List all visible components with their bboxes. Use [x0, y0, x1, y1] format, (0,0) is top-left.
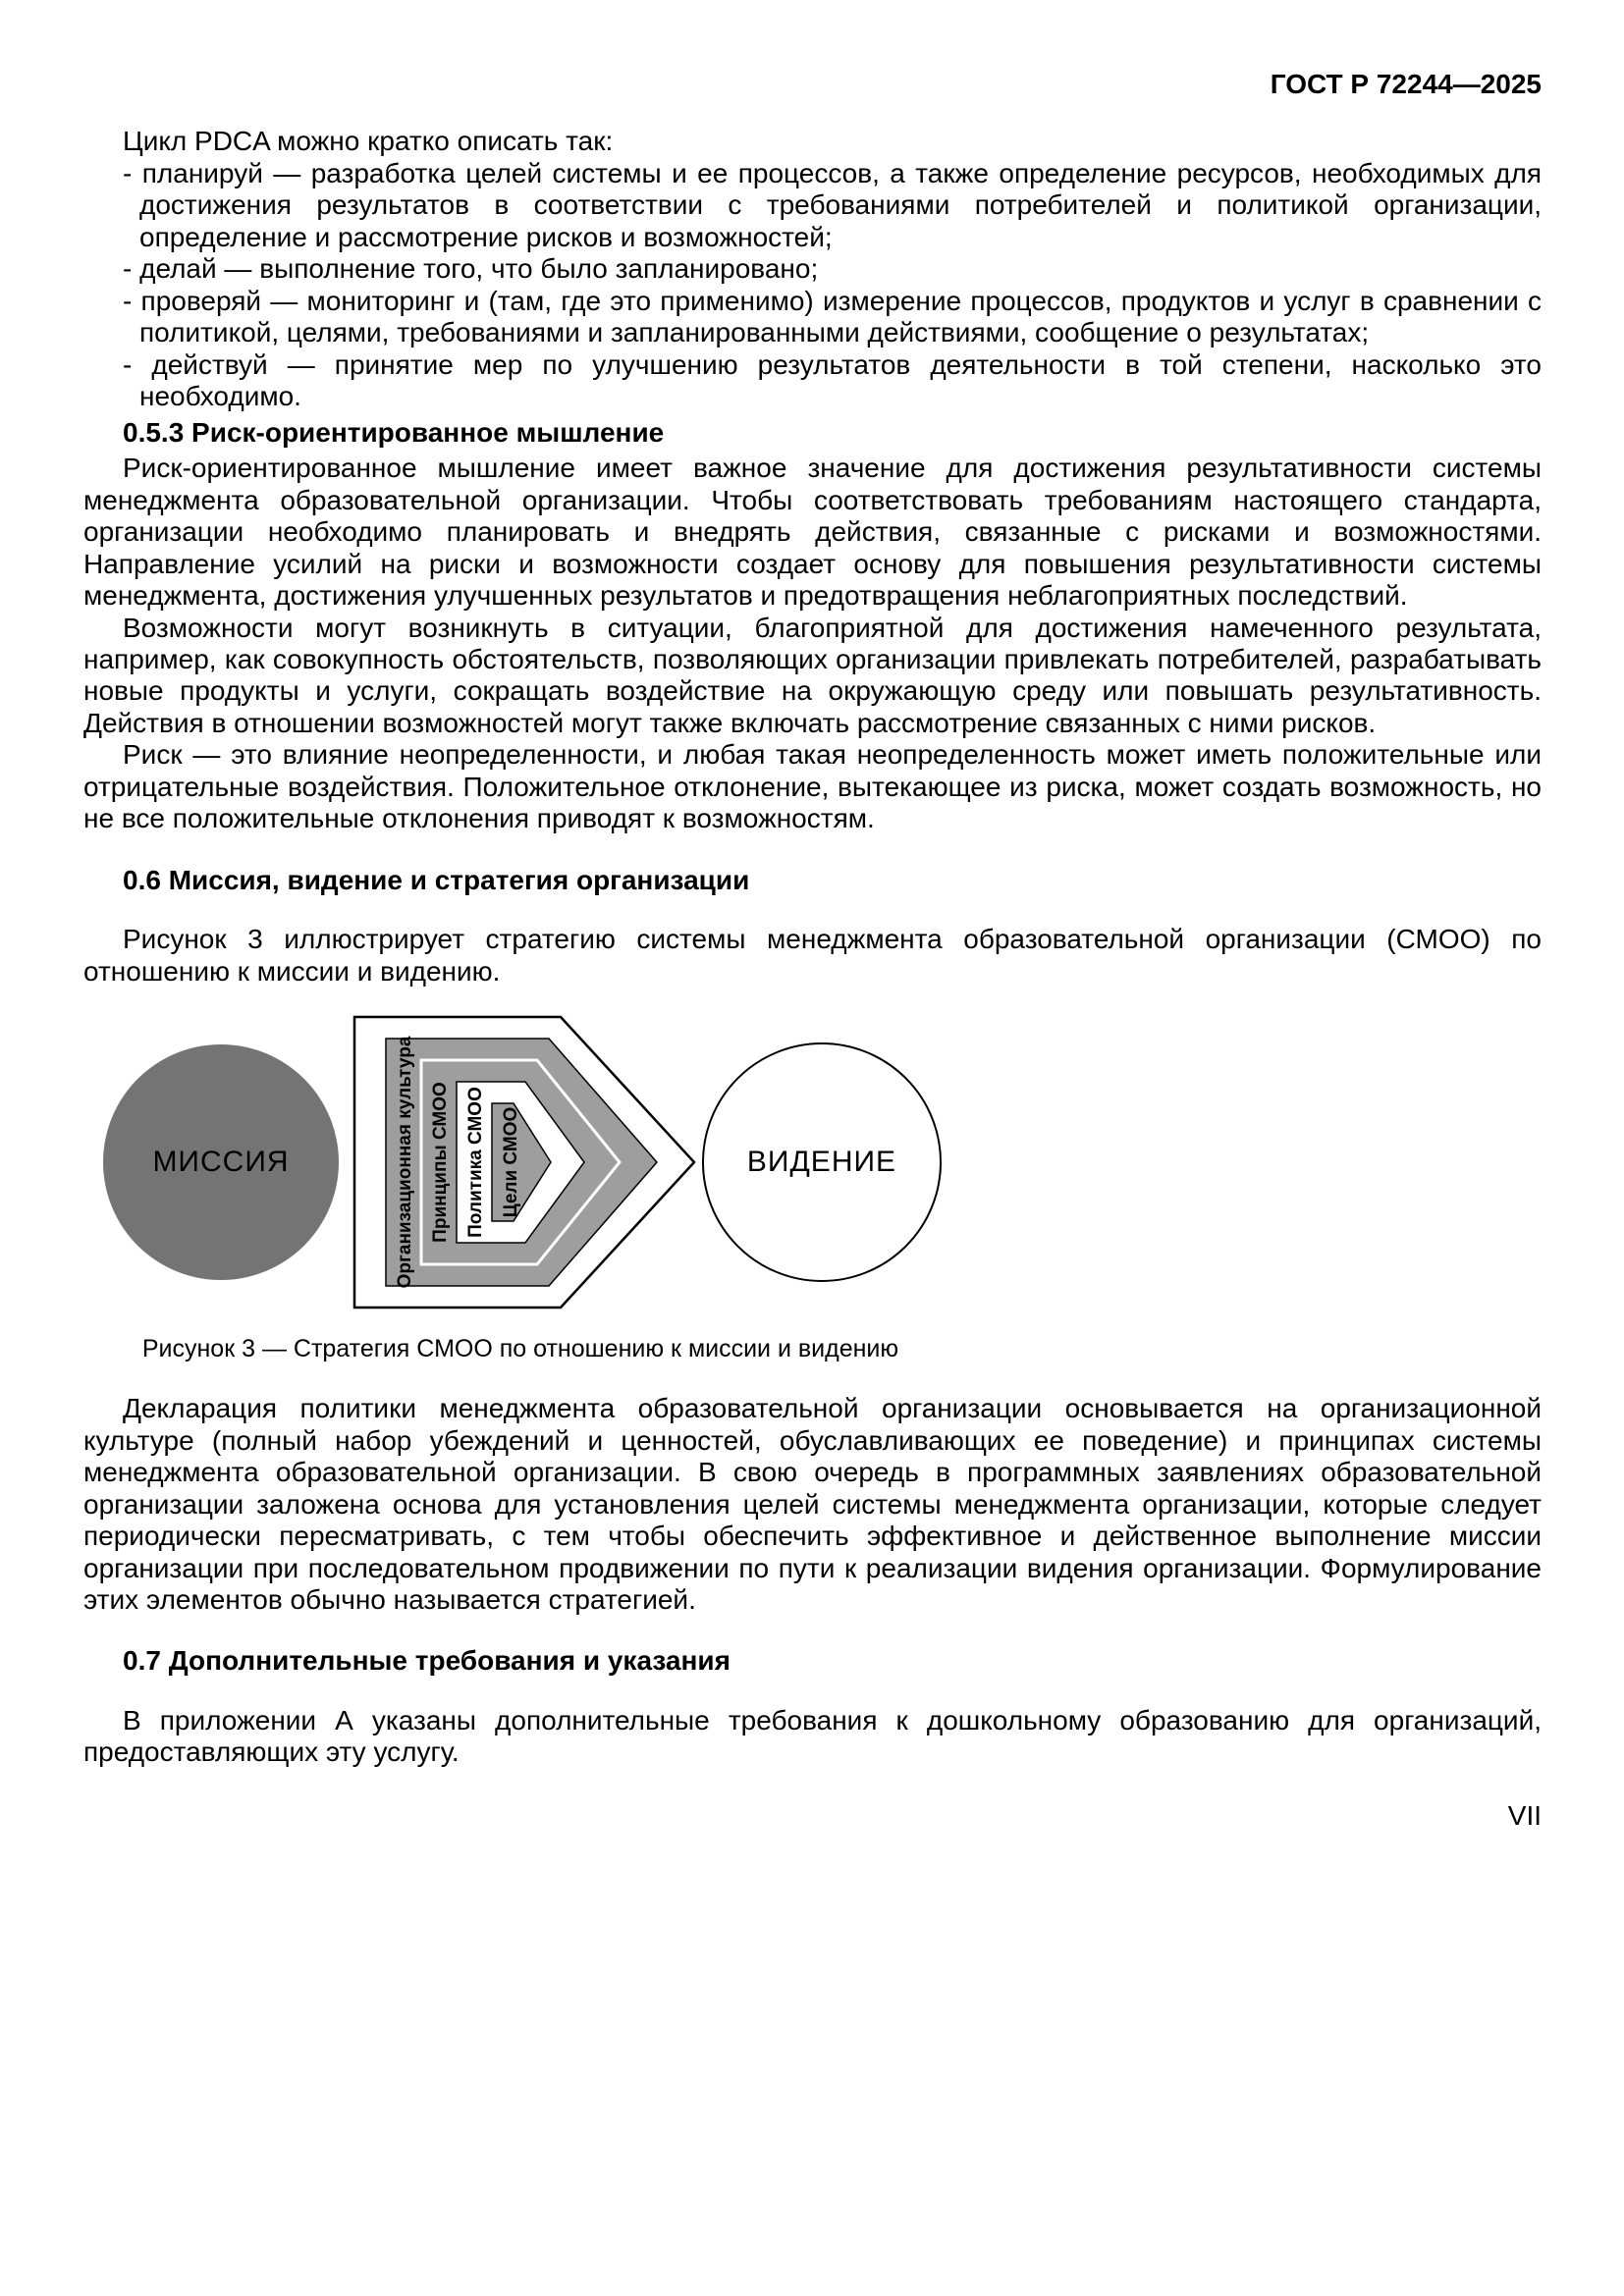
band-policy-label: Политика СМОО: [465, 1087, 486, 1239]
mission-label: МИССИЯ: [152, 1145, 290, 1178]
page-number: VII: [1507, 1799, 1542, 1831]
figure-smoo-strategy: [103, 1015, 1542, 1309]
band-culture-label: Организационная культура: [395, 1036, 415, 1289]
list-item-check: - проверяй — мониторинг и (там, где это применимо) измерение процессов, продуктов и услуг в сравнении с политикой, целями, требованиями и запланированными действиями, сообщение о результатах;: [123, 285, 1542, 348]
paragraph-annex-a: В приложении А указаны дополнительные требования к дошкольному образованию для организаций, предоставляющих эту услугу.: [83, 1704, 1542, 1768]
paragraph-policy-declaration: Декларация политики менеджмента образовательной организации основывается на организационной культуре (полный набор убеждений и ценностей, обуславливающих ее поведение) и принципах системы менеджмента образовательной организации. В свою очередь в программных заявлениях образовательной организации заложена основа для установления целей системы менеджмента организации, которые следует периодически пересматривать, с тем чтобы обеспечить эффективное и действенное выполнение миссии организации при последовательном продвижении по пути к реализации видения организации. Формулирование этих элементов обычно называется стратегией.: [83, 1393, 1542, 1615]
mission-circle: [103, 1044, 339, 1280]
list-item-act: - действуй — принятие мер по улучшению результатов деятельности в той степени, насколько это необходимо.: [123, 348, 1542, 412]
vision-label: ВИДЕНИЕ: [746, 1145, 897, 1178]
vision-circle: [702, 1042, 942, 1282]
paragraph-risk-3: Риск — это влияние неопределенности, и любая такая неопределенность может иметь положительные или отрицательные воздействия. Положительное отклонение, вытекающее из риска, может создать возможность, но не все положительные отклонения приводят к возможностям.: [83, 739, 1542, 834]
heading-0-6: 0.6 Миссия, видение и стратегия организации: [123, 864, 750, 895]
figure-caption: Рисунок 3 — Стратегия СМОО по отношению к миссии и видению: [141, 1335, 899, 1363]
paragraph-risk-1: Риск-ориентированное мышление имеет важное значение для достижения результативности системы менеджмента образовательной организации. Чтобы соответствовать требованиям настоящего стандарта, организации необходимо планировать и внедрять действия, связанные с рисками и возможностями. Направление усилий на риски и возможности создает основу для повышения результативности системы менеджмента, достижения улучшенных результатов и предотвращения неблагоприятных последствий.: [83, 453, 1542, 612]
list-item-plan: - планируй — разработка целей системы и ее процессов, а также определение ресурсов, необходимых для достижения результатов в соответствии с требованиями потребителей и политикой организации, определение и рассмотрение рисков и возможностей;: [123, 157, 1542, 252]
band-goals-label: Цели СМОО: [501, 1106, 521, 1218]
heading-0-5-3: 0.5.3 Риск-ориентированное мышление: [123, 416, 665, 448]
heading-0-7: 0.7 Дополнительные требования и указания: [123, 1645, 731, 1677]
paragraph-figure-intro: Рисунок 3 иллюстрирует стратегию системы менеджмента образовательной организации (СМОО) по отношению к миссии и видению.: [83, 924, 1542, 987]
page-header: ГОСТ Р 72244—2025: [1270, 69, 1542, 99]
strategy-arrow-diagram: [352, 1015, 696, 1309]
list-item-do: - делай — выполнение того, что было запланировано;: [123, 253, 819, 285]
band-principles-label: Принципы СМОО: [430, 1082, 451, 1243]
paragraph-risk-2: Возможности могут возникнуть в ситуации, благоприятной для достижения намеченного результата, например, как совокупность обстоятельств, позволяющих организации привлекать потребителей, разрабатывать новые продукты и услуги, сокращать воздействие на окружающую среду или повышать результативность. Действия в отношении возможностей могут также включать рассмотрение связанных с ними рисков.: [83, 612, 1542, 738]
paragraph-pdca-intro: Цикл PDCA можно кратко описать так:: [123, 126, 614, 157]
